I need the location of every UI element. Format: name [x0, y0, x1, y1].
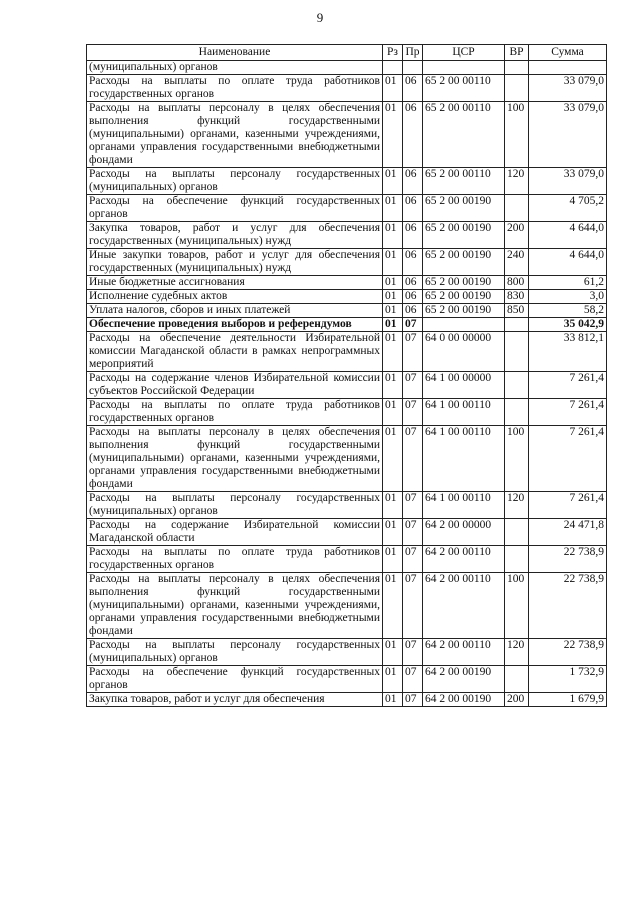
cell-pr: 07	[403, 332, 423, 372]
table-row	[87, 222, 607, 249]
page-number: 9	[316, 10, 324, 25]
cell-rz: 01	[383, 249, 403, 276]
cell-vr: 100	[505, 426, 529, 492]
cell-csr: 64 2 00 00110	[423, 546, 505, 573]
cell-vr	[505, 372, 529, 399]
cell-pr: 06	[403, 195, 423, 222]
cell-rz: 01	[383, 168, 403, 195]
cell-csr: 64 2 00 00000	[423, 519, 505, 546]
table-row	[87, 426, 607, 492]
cell-csr: 64 2 00 00190	[423, 693, 505, 707]
cell-rz: 01	[383, 546, 403, 573]
cell-sum: 22 738,9	[529, 546, 607, 573]
table-row	[87, 75, 607, 102]
cell-sum: 33 079,0	[529, 102, 607, 168]
cell-rz: 01	[383, 318, 403, 332]
cell-vr	[505, 399, 529, 426]
header-pr: Пр	[403, 45, 423, 61]
cell-name: Исполнение судебных актов	[87, 290, 383, 304]
cell-name: Расходы на выплаты по оплате труда работников государственных органов	[87, 75, 383, 102]
cell-pr: 07	[403, 492, 423, 519]
cell-name: (муниципальных) органов	[87, 61, 383, 75]
cell-vr: 120	[505, 639, 529, 666]
table-row	[87, 332, 607, 372]
cell-name: Уплата налогов, сборов и иных платежей	[87, 304, 383, 318]
cell-name: Закупка товаров, работ и услуг для обеспечения государственных (муниципальных) нужд	[87, 222, 383, 249]
cell-sum: 58,2	[529, 304, 607, 318]
cell-rz: 01	[383, 693, 403, 707]
cell-pr: 06	[403, 222, 423, 249]
cell-csr: 65 2 00 00190	[423, 249, 505, 276]
table-row	[87, 195, 607, 222]
cell-rz: 01	[383, 519, 403, 546]
cell-csr: 65 2 00 00190	[423, 290, 505, 304]
cell-csr: 65 2 00 00190	[423, 276, 505, 290]
cell-pr: 07	[403, 519, 423, 546]
table-row	[87, 492, 607, 519]
table-row	[87, 372, 607, 399]
cell-vr	[505, 195, 529, 222]
cell-vr: 100	[505, 102, 529, 168]
cell-name: Иные закупки товаров, работ и услуг для обеспечения государственных (муниципальных) нужд	[87, 249, 383, 276]
cell-csr: 64 1 00 00110	[423, 492, 505, 519]
cell-vr: 200	[505, 222, 529, 249]
cell-vr: 120	[505, 492, 529, 519]
cell-name: Закупка товаров, работ и услуг для обеспечения	[87, 693, 383, 707]
cell-rz: 01	[383, 290, 403, 304]
cell-csr: 64 1 00 00000	[423, 372, 505, 399]
cell-pr: 06	[403, 304, 423, 318]
table-row	[87, 276, 607, 290]
cell-sum: 7 261,4	[529, 372, 607, 399]
cell-sum: 4 644,0	[529, 222, 607, 249]
cell-pr: 07	[403, 573, 423, 639]
table-row	[87, 546, 607, 573]
cell-rz: 01	[383, 195, 403, 222]
cell-sum: 22 738,9	[529, 639, 607, 666]
header-csr: ЦСР	[423, 45, 505, 61]
cell-name: Расходы на обеспечение функций государственных органов	[87, 666, 383, 693]
cell-rz: 01	[383, 372, 403, 399]
cell-name: Расходы на выплаты персоналу государственных (муниципальных) органов	[87, 639, 383, 666]
cell-sum: 1 679,9	[529, 693, 607, 707]
cell-csr: 64 2 00 00110	[423, 573, 505, 639]
header-rz: Рз	[383, 45, 403, 61]
cell-csr: 65 2 00 00190	[423, 304, 505, 318]
cell-rz: 01	[383, 639, 403, 666]
cell-name: Расходы на содержание членов Избирательной комиссии субъектов Российской Федерации	[87, 372, 383, 399]
cell-sum: 3,0	[529, 290, 607, 304]
cell-vr	[505, 75, 529, 102]
table-row	[87, 666, 607, 693]
cell-csr: 65 2 00 00190	[423, 195, 505, 222]
cell-csr: 65 2 00 00110	[423, 168, 505, 195]
cell-vr	[505, 318, 529, 332]
table-row	[87, 304, 607, 318]
header-vr: ВР	[505, 45, 529, 61]
cell-pr: 07	[403, 399, 423, 426]
cell-csr: 64 2 00 00190	[423, 666, 505, 693]
cell-sum: 7 261,4	[529, 492, 607, 519]
cell-rz: 01	[383, 426, 403, 492]
cell-sum: 33 079,0	[529, 168, 607, 195]
cell-vr: 830	[505, 290, 529, 304]
cell-sum: 33 079,0	[529, 75, 607, 102]
cell-pr: 06	[403, 168, 423, 195]
cell-name: Расходы на выплаты персоналу государственных (муниципальных) органов	[87, 492, 383, 519]
cell-vr: 100	[505, 573, 529, 639]
cell-name: Расходы на выплаты персоналу в целях обеспечения выполнения функций государственными (муниципальными) органами, казенными учреждениями, органами управления государственными внебюджетными фондами	[87, 426, 383, 492]
cell-name: Расходы на выплаты персоналу государственных (муниципальных) органов	[87, 168, 383, 195]
cell-vr	[505, 519, 529, 546]
table-row	[87, 639, 607, 666]
cell-rz: 01	[383, 102, 403, 168]
cell-rz: 01	[383, 666, 403, 693]
cell-csr: 64 0 00 00000	[423, 332, 505, 372]
cell-name: Расходы на содержание Избирательной комиссии Магаданской области	[87, 519, 383, 546]
cell-pr: 07	[403, 693, 423, 707]
cell-rz: 01	[383, 573, 403, 639]
cell-csr	[423, 61, 505, 75]
cell-name: Расходы на выплаты по оплате труда работников государственных органов	[87, 546, 383, 573]
cell-pr: 07	[403, 318, 423, 332]
cell-sum: 24 471,8	[529, 519, 607, 546]
cell-rz: 01	[383, 399, 403, 426]
cell-pr: 06	[403, 276, 423, 290]
cell-csr	[423, 318, 505, 332]
table-header-row	[87, 45, 607, 61]
table-row	[87, 519, 607, 546]
cell-pr: 06	[403, 249, 423, 276]
cell-rz	[383, 61, 403, 75]
cell-vr: 850	[505, 304, 529, 318]
cell-pr: 06	[403, 75, 423, 102]
cell-name: Обеспечение проведения выборов и референдумов	[87, 318, 383, 332]
cell-sum: 1 732,9	[529, 666, 607, 693]
cell-sum: 33 812,1	[529, 332, 607, 372]
cell-csr: 65 2 00 00110	[423, 75, 505, 102]
cell-sum: 61,2	[529, 276, 607, 290]
cell-vr: 200	[505, 693, 529, 707]
cell-name: Иные бюджетные ассигнования	[87, 276, 383, 290]
cell-sum: 7 261,4	[529, 399, 607, 426]
cell-pr: 06	[403, 102, 423, 168]
cell-csr: 65 2 00 00110	[423, 102, 505, 168]
cell-name: Расходы на выплаты по оплате труда работников государственных органов	[87, 399, 383, 426]
cell-sum: 7 261,4	[529, 426, 607, 492]
cell-csr: 64 2 00 00110	[423, 639, 505, 666]
table-body	[87, 61, 607, 707]
cell-pr: 07	[403, 666, 423, 693]
cell-pr: 07	[403, 426, 423, 492]
cell-rz: 01	[383, 492, 403, 519]
table-row	[87, 249, 607, 276]
cell-vr: 240	[505, 249, 529, 276]
cell-rz: 01	[383, 276, 403, 290]
header-sum: Сумма	[529, 45, 607, 61]
cell-csr: 64 1 00 00110	[423, 426, 505, 492]
table-row	[87, 168, 607, 195]
cell-rz: 01	[383, 222, 403, 249]
cell-sum: 22 738,9	[529, 573, 607, 639]
cell-pr: 07	[403, 639, 423, 666]
cell-pr	[403, 61, 423, 75]
cell-name: Расходы на обеспечение функций государственных органов	[87, 195, 383, 222]
cell-csr: 64 1 00 00110	[423, 399, 505, 426]
table-row	[87, 61, 607, 75]
table-row	[87, 573, 607, 639]
cell-name: Расходы на обеспечение деятельности Избирательной комиссии Магаданской области в рамках непрограммных мероприятий	[87, 332, 383, 372]
cell-sum: 4 644,0	[529, 249, 607, 276]
cell-rz: 01	[383, 75, 403, 102]
cell-vr	[505, 332, 529, 372]
cell-vr	[505, 61, 529, 75]
table-row	[87, 102, 607, 168]
cell-vr: 800	[505, 276, 529, 290]
cell-pr: 06	[403, 290, 423, 304]
cell-sum: 4 705,2	[529, 195, 607, 222]
budget-table	[86, 44, 607, 707]
table-row	[87, 290, 607, 304]
cell-rz: 01	[383, 304, 403, 318]
header-name: Наименование	[87, 45, 383, 61]
cell-name: Расходы на выплаты персоналу в целях обеспечения выполнения функций государственными (муниципальными) органами, казенными учреждениями, органами управления государственными внебюджетными фондами	[87, 102, 383, 168]
table-row	[87, 399, 607, 426]
cell-sum: 35 042,9	[529, 318, 607, 332]
cell-csr: 65 2 00 00190	[423, 222, 505, 249]
cell-vr: 120	[505, 168, 529, 195]
cell-sum	[529, 61, 607, 75]
cell-pr: 07	[403, 372, 423, 399]
cell-vr	[505, 546, 529, 573]
cell-pr: 07	[403, 546, 423, 573]
cell-vr	[505, 666, 529, 693]
table-row	[87, 318, 607, 332]
table-row	[87, 693, 607, 707]
cell-name: Расходы на выплаты персоналу в целях обеспечения выполнения функций государственными (муниципальными) органами, казенными учреждениями, органами управления государственными внебюджетными фондами	[87, 573, 383, 639]
cell-rz: 01	[383, 332, 403, 372]
